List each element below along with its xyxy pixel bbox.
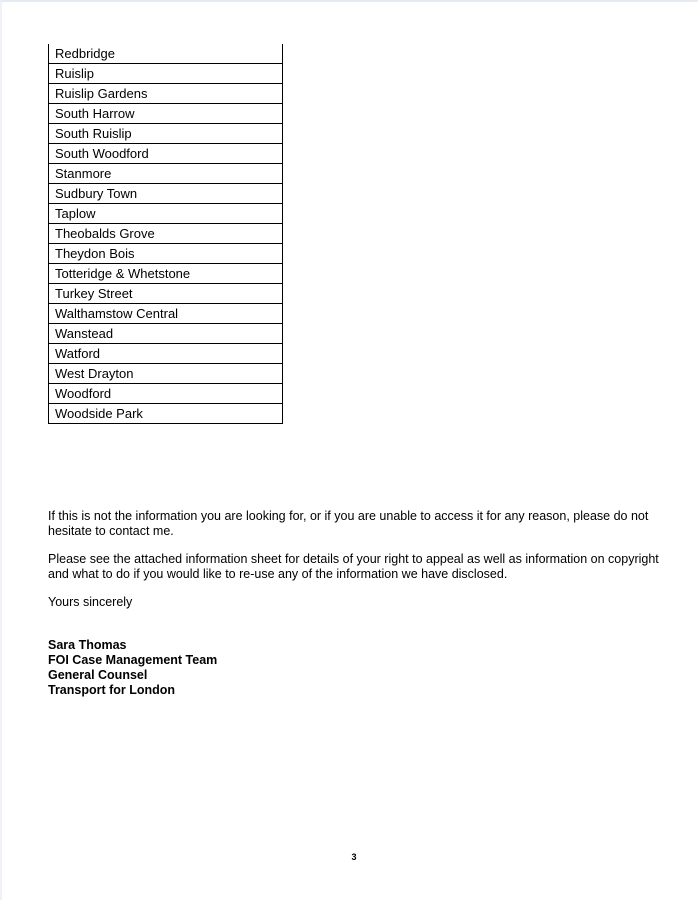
station-cell: Watford	[49, 344, 283, 364]
station-cell: Theydon Bois	[49, 244, 283, 264]
appeal-paragraph: Please see the attached information sheet for details of your right to appeal as well as information on copyright and what to do if you would like to re-use any of the information we have disclosed.	[48, 552, 659, 581]
station-cell: Ruislip Gardens	[49, 84, 283, 104]
signatory-name: Sara Thomas	[48, 638, 127, 652]
station-cell: South Harrow	[49, 104, 283, 124]
table-row	[49, 304, 283, 324]
signatory-team: FOI Case Management Team	[48, 653, 218, 667]
station-cell: Totteridge & Whetstone	[49, 264, 283, 284]
signature-block	[48, 638, 217, 698]
table-row	[49, 84, 283, 104]
station-cell: Ruislip	[49, 64, 283, 84]
station-cell: Turkey Street	[49, 284, 283, 304]
table-row	[49, 104, 283, 124]
table-row	[49, 244, 283, 264]
station-cell: Wanstead	[49, 324, 283, 344]
contact-paragraph: If this is not the information you are looking for, or if you are unable to access it for any reason, please do not hesitate to contact me.	[48, 509, 649, 538]
closing-line: Yours sincerely	[48, 595, 133, 609]
station-cell: Woodside Park	[49, 404, 283, 424]
signatory-department: General Counsel	[48, 668, 148, 682]
station-cell: South Ruislip	[49, 124, 283, 144]
table-row	[49, 164, 283, 184]
table-row	[49, 184, 283, 204]
station-cell: Walthamstow Central	[49, 304, 283, 324]
table-row	[49, 364, 283, 384]
station-cell: Taplow	[49, 204, 283, 224]
table-row	[49, 144, 283, 164]
table-row	[49, 124, 283, 144]
table-row	[49, 384, 283, 404]
station-cell: West Drayton	[49, 364, 283, 384]
table-row	[49, 404, 283, 424]
station-cell: Stanmore	[49, 164, 283, 184]
table-row	[49, 324, 283, 344]
station-cell: Woodford	[49, 384, 283, 404]
station-cell: South Woodford	[49, 144, 283, 164]
station-cell: Theobalds Grove	[49, 224, 283, 244]
signatory-organisation: Transport for London	[48, 683, 176, 697]
table-row	[49, 264, 283, 284]
table-row	[49, 224, 283, 244]
table-row	[49, 204, 283, 224]
page-number: 3	[351, 852, 357, 862]
station-cell: Sudbury Town	[49, 184, 283, 204]
table-row	[49, 344, 283, 364]
station-cell: Redbridge	[49, 44, 283, 64]
table-row	[49, 44, 283, 64]
station-list-table	[48, 44, 283, 424]
table-row	[49, 64, 283, 84]
table-row	[49, 284, 283, 304]
